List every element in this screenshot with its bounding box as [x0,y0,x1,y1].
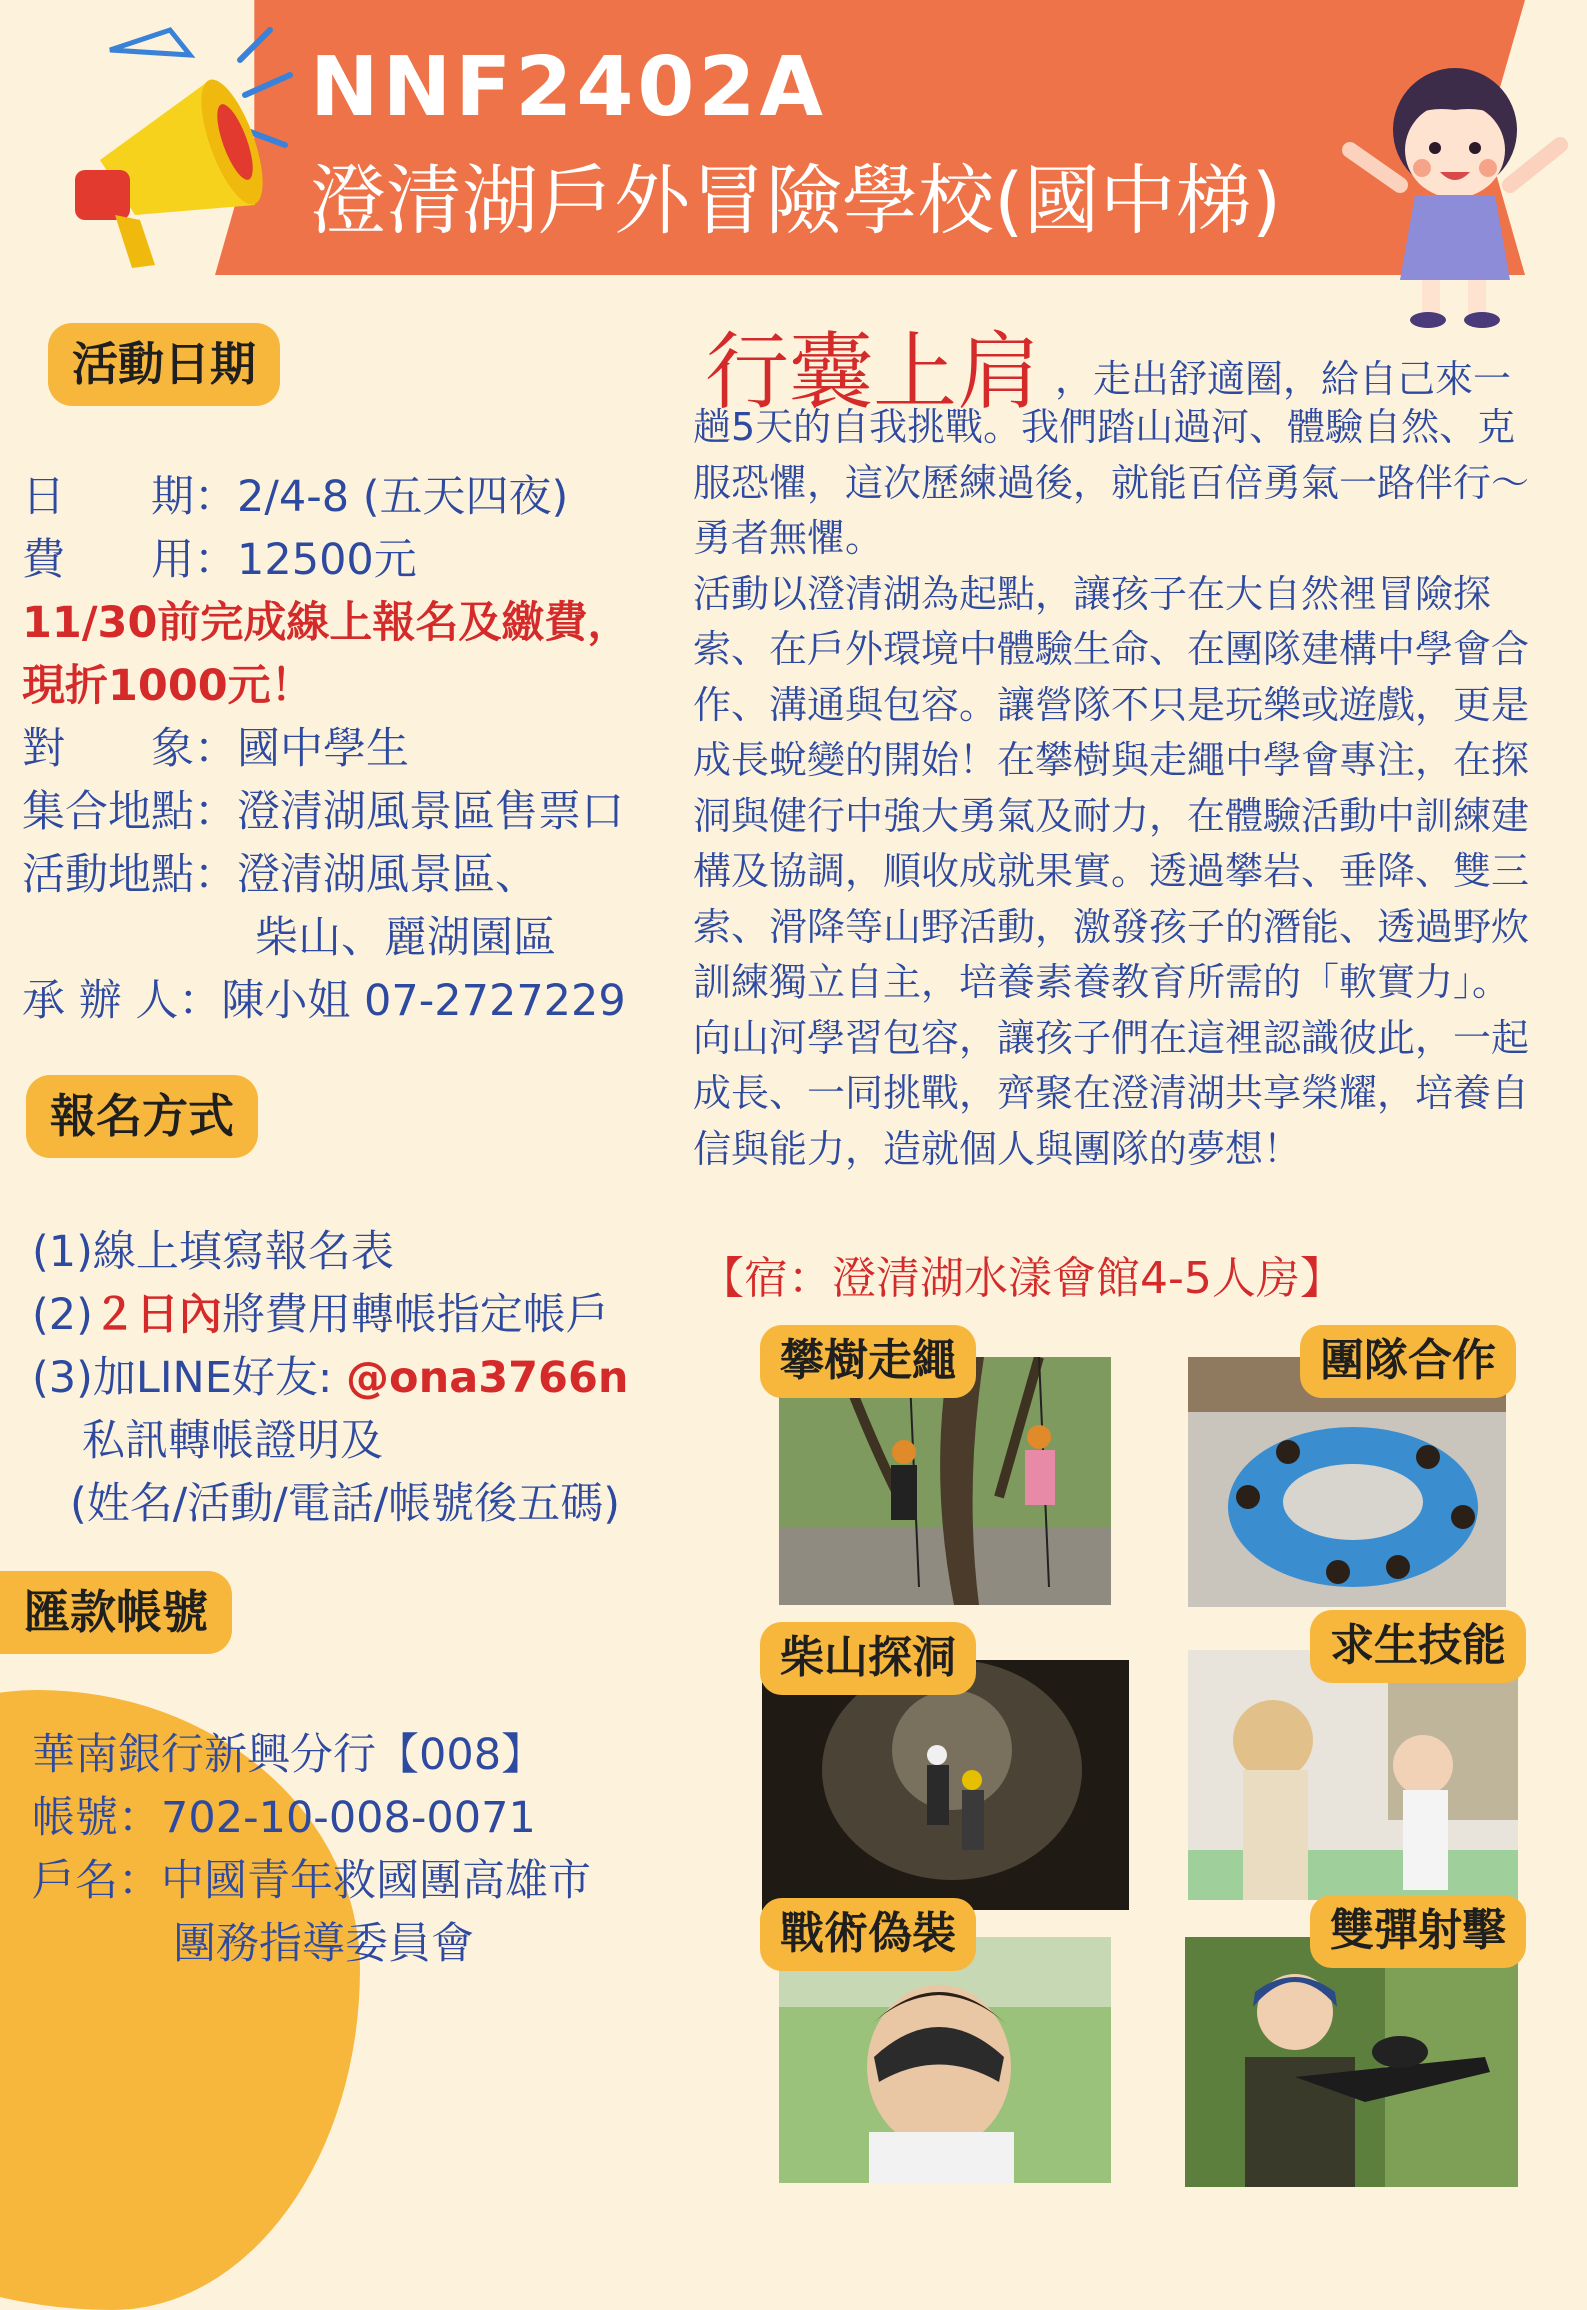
photo-cave-exploring [762,1660,1129,1910]
bank-heading: 匯款帳號 [0,1571,232,1654]
registration-step-3-line-2: 私訊轉帳證明及 [82,1416,383,1466]
date-value: 2/4-8 (五天四夜) [237,472,569,522]
account-holder-line-2: 團務指導委員會 [173,1919,474,1969]
activity-label-tree-climbing: 攀樹走繩 [760,1325,976,1398]
intro-paragraph-3: 向山河學習包容，讓孩子們在這裡認識彼此，一起成長、一同挑戰，齊聚在澄清湖共享榮耀，培養自信與能力，造就個人與團隊的夢想！ [693,1015,1530,1171]
meeting-label: 集合地點： [22,787,237,837]
step-2-prefix: (2) [32,1290,93,1340]
discount-line-1: 11/30前完成線上報名及繳費， [22,598,631,648]
photo-survival-skills [1188,1650,1518,1900]
registration-step-2 [32,1281,609,1342]
meeting-value: 澄清湖風景區售票口 [237,787,624,837]
venue-value-1: 澄清湖風景區、 [237,850,538,900]
contact-label: 承 辦 人： [22,976,222,1026]
discount-line-2: 現折1000元！ [22,661,314,711]
contact-value: 陳小姐 07-2727229 [221,976,626,1026]
fee-label: 費 用： [22,535,237,585]
meeting-row [22,778,624,839]
fee-value: 12500元 [237,535,417,585]
step-2-suffix: 將費用轉帳指定帳戶 [221,1290,609,1340]
intro-paragraph-1: 趟5天的自我挑戰。我們踏山過河、體驗自然、克服恐懼，這次歷練過後，就能百倍勇氣一路伴行～勇者無懼。 [693,405,1530,560]
registration-step-3 [32,1344,629,1405]
step-3-prefix: (3)加LINE好友: [32,1353,347,1403]
activity-label-tactical-camouflage: 戰術偽裝 [760,1898,976,1971]
registration-step-3-line-3: (姓名/活動/電話/帳號後五碼) [70,1479,621,1529]
intro-paragraph-2: 活動以澄清湖為起點，讓孩子在大自然裡冒險探索、在戶外環境中體驗生命、在團隊建構中學會合作、溝通與包容。讓營隊不只是玩樂或遊戲，更是成長蛻變的開始！在攀樹與走繩中學會專注，在探洞與健行中強大勇氣及耐力，在體驗活動中訓練建構及協調，順收成就果實。透過攀岩、垂降、雙三索、滑降等山野活動，激發孩子的潛能、透過野炊訓練獨立自主，培養素養教育所需的「軟實力」。 [693,571,1530,1004]
target-value: 國中學生 [237,724,409,774]
contact-row [22,967,626,1028]
fee-row [22,526,417,587]
activity-label-cave-exploring: 柴山探洞 [760,1622,976,1695]
bank-account: 帳號：702-10-008-0071 [32,1793,536,1843]
photo-paintball-shooting [1185,1937,1518,2187]
registration-step-1: (1)線上填寫報名表 [32,1227,394,1277]
megaphone-icon [40,20,300,270]
activity-label-paintball-shooting: 雙彈射擊 [1310,1895,1526,1968]
photo-tactical-camouflage [779,1937,1111,2183]
venue-value-2: 柴山、麗湖園區 [255,913,556,963]
intro-headline-tail: ，走出舒適圈，給自己來一 [1055,357,1512,401]
registration-heading: 報名方式 [26,1075,258,1158]
target-row [22,715,409,776]
cheering-girl-illustration [1340,50,1570,330]
bank-name: 華南銀行新興分行【008】 [32,1730,545,1780]
intro-headline: 行囊上肩 [705,323,1042,421]
schedule-heading: 活動日期 [48,323,280,406]
program-code: NNF2402A [310,40,827,135]
program-title: 澄清湖戶外冒險學校(國中梯) [310,156,1282,245]
activity-label-teamwork: 團隊合作 [1300,1325,1516,1398]
venue-row [22,841,538,902]
intro-body [693,400,1553,1177]
line-id-link[interactable]: @ona3766n [346,1353,629,1403]
activity-label-survival-skills: 求生技能 [1310,1610,1526,1683]
accommodation-note: 【宿：澄清湖水漾會館4-5人房】 [700,1253,1344,1304]
date-label: 日 期： [22,472,237,522]
target-label: 對 象： [22,724,237,774]
venue-label: 活動地點： [22,850,237,900]
date-row [22,463,568,524]
account-holder-line-1: 戶名：中國青年救國團高雄市 [32,1856,591,1906]
decorative-blob [0,1690,360,2310]
step-2-deadline: ２日內 [92,1290,222,1340]
